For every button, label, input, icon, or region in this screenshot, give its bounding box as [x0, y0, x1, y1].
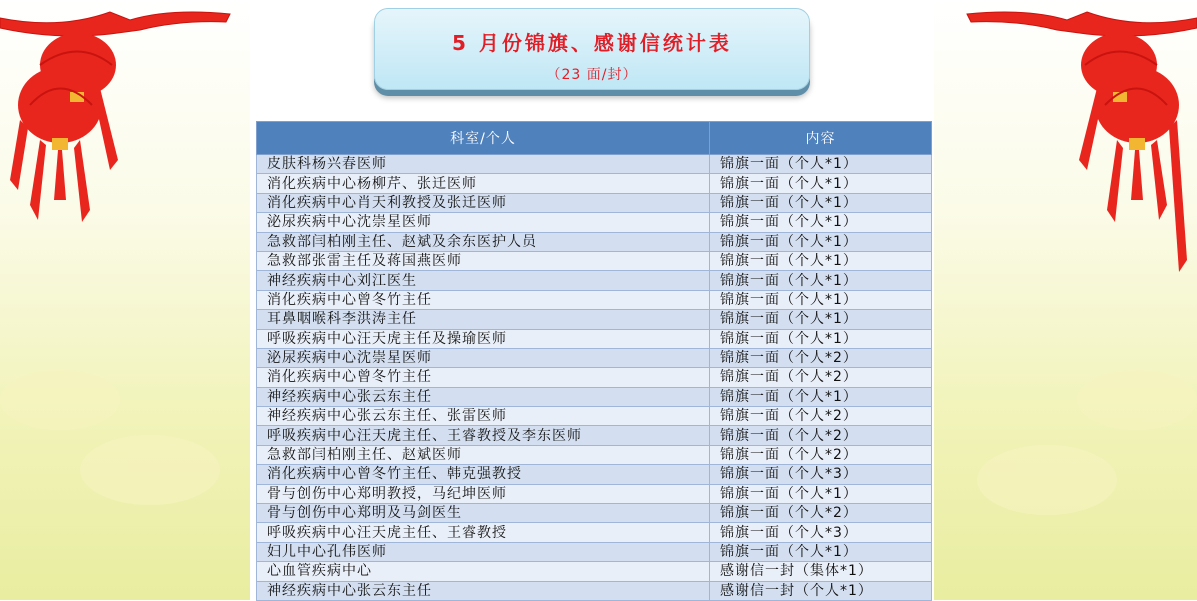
department-cell: 泌尿疾病中心沈崇星医师	[257, 213, 710, 232]
department-cell: 呼吸疾病中心汪天虎主任、王睿教授	[257, 523, 710, 542]
table-row	[257, 290, 932, 309]
table-row	[257, 387, 932, 406]
department-cell: 神经疾病中心张云东主任	[257, 387, 710, 406]
table-row	[257, 465, 932, 484]
content-cell: 锦旗一面（个人*3）	[710, 465, 932, 484]
department-cell: 急救部张雷主任及蒋国燕医师	[257, 251, 710, 270]
table-row	[257, 193, 932, 212]
content-cell: 锦旗一面（个人*2）	[710, 426, 932, 445]
content-cell: 锦旗一面（个人*1）	[710, 271, 932, 290]
column-header-content: 内容	[710, 122, 932, 155]
table-row	[257, 348, 932, 367]
table-row	[257, 562, 932, 581]
content-cell: 锦旗一面（个人*2）	[710, 504, 932, 523]
department-cell: 骨与创伤中心郑明及马剑医生	[257, 504, 710, 523]
department-cell: 神经疾病中心刘江医生	[257, 271, 710, 290]
table-row	[257, 271, 932, 290]
statistics-table	[256, 121, 932, 601]
content-cell: 锦旗一面（个人*1）	[710, 484, 932, 503]
department-cell: 消化疾病中心曾冬竹主任	[257, 290, 710, 309]
page-title: 5 月份锦旗、感谢信统计表	[452, 31, 732, 55]
department-cell: 耳鼻咽喉科李洪涛主任	[257, 310, 710, 329]
table-row	[257, 368, 932, 387]
department-cell: 皮肤科杨兴春医师	[257, 155, 710, 174]
department-cell: 神经疾病中心张云东主任、张雷医师	[257, 407, 710, 426]
content-cell: 锦旗一面（个人*2）	[710, 407, 932, 426]
title-banner	[374, 8, 810, 90]
content-cell: 感谢信一封（个人*1）	[710, 581, 932, 600]
lantern-right-icon	[947, 0, 1197, 600]
table-row	[257, 232, 932, 251]
table-row	[257, 581, 932, 600]
content-cell: 锦旗一面（个人*1）	[710, 310, 932, 329]
content-cell: 锦旗一面（个人*1）	[710, 542, 932, 561]
department-cell: 呼吸疾病中心汪天虎主任及操瑜医师	[257, 329, 710, 348]
content-cell: 锦旗一面（个人*1）	[710, 155, 932, 174]
department-cell: 急救部闫柏刚主任、赵斌医师	[257, 445, 710, 464]
table-row	[257, 445, 932, 464]
table-row	[257, 407, 932, 426]
department-cell: 泌尿疾病中心沈崇星医师	[257, 348, 710, 367]
table-row	[257, 523, 932, 542]
content-cell: 锦旗一面（个人*2）	[710, 445, 932, 464]
content-cell: 锦旗一面（个人*1）	[710, 329, 932, 348]
department-cell: 消化疾病中心曾冬竹主任、韩克强教授	[257, 465, 710, 484]
table-row	[257, 484, 932, 503]
content-cell: 锦旗一面（个人*3）	[710, 523, 932, 542]
department-cell: 消化疾病中心曾冬竹主任	[257, 368, 710, 387]
department-cell: 消化疾病中心肖天利教授及张迁医师	[257, 193, 710, 212]
content-cell: 锦旗一面（个人*1）	[710, 213, 932, 232]
content-cell: 锦旗一面（个人*1）	[710, 193, 932, 212]
content-cell: 锦旗一面（个人*1）	[710, 232, 932, 251]
lantern-left-icon	[0, 0, 250, 600]
department-cell: 心血管疾病中心	[257, 562, 710, 581]
department-cell: 急救部闫柏刚主任、赵斌及余东医护人员	[257, 232, 710, 251]
department-cell: 妇儿中心孔伟医师	[257, 542, 710, 561]
table-row	[257, 329, 932, 348]
table-row	[257, 542, 932, 561]
table-row	[257, 174, 932, 193]
content-cell: 锦旗一面（个人*1）	[710, 290, 932, 309]
content-cell: 锦旗一面（个人*1）	[710, 387, 932, 406]
department-cell: 呼吸疾病中心汪天虎主任、王睿教授及李东医师	[257, 426, 710, 445]
department-cell: 骨与创伤中心郑明教授，马纪坤医师	[257, 484, 710, 503]
content-cell: 锦旗一面（个人*1）	[710, 251, 932, 270]
table-row	[257, 155, 932, 174]
department-cell: 消化疾病中心杨柳芹、张迁医师	[257, 174, 710, 193]
table-row	[257, 310, 932, 329]
table-row	[257, 213, 932, 232]
content-cell: 锦旗一面（个人*1）	[710, 174, 932, 193]
table-row	[257, 426, 932, 445]
table-row	[257, 504, 932, 523]
content-cell: 锦旗一面（个人*2）	[710, 368, 932, 387]
table-row	[257, 251, 932, 270]
table-header-row	[257, 122, 932, 155]
department-cell: 神经疾病中心张云东主任	[257, 581, 710, 600]
page-subtitle: （23 面/封）	[546, 67, 638, 83]
column-header-department: 科室/个人	[257, 122, 710, 155]
content-cell: 感谢信一封（集体*1）	[710, 562, 932, 581]
content-cell: 锦旗一面（个人*2）	[710, 348, 932, 367]
